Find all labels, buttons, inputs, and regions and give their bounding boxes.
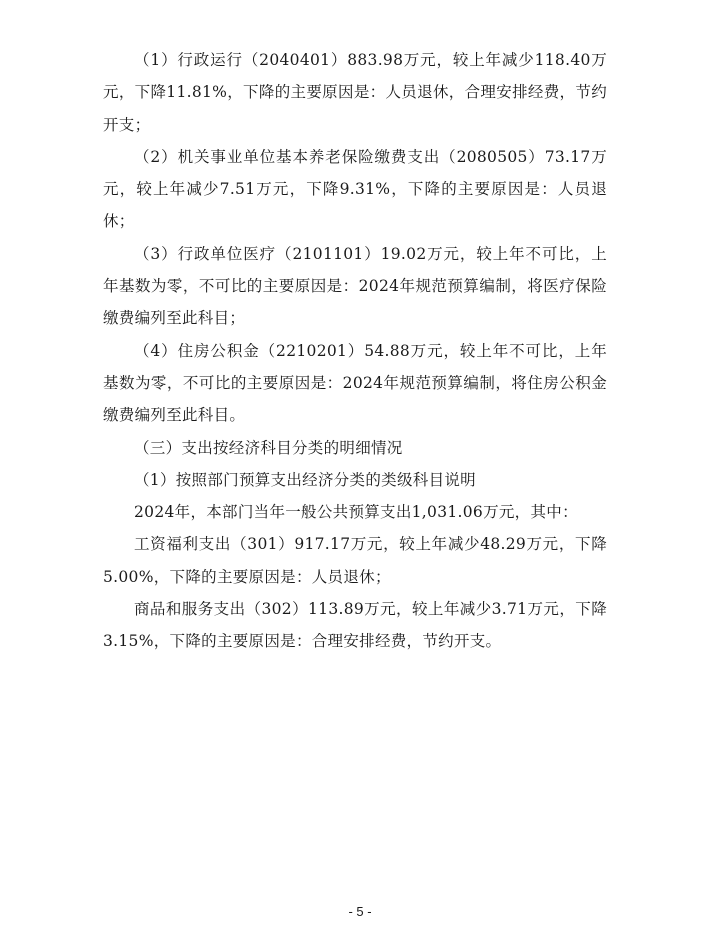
paragraph-total-expenditure: 2024年，本部门当年一般公共预算支出1,031.06万元，其中：	[134, 503, 578, 522]
paragraph-admin-operation: （1）行政运行（2040401）883.98万元，较上年减少118.40万元，下降11.81%，下降的主要原因是：人员退休，合理安排经费，节约开支；	[103, 51, 607, 134]
page-number: - 5 -	[348, 904, 372, 919]
section-heading-economic-classification: （三）支出按经济科目分类的明细情况	[134, 438, 403, 457]
paragraph-pension-insurance: （2）机关事业单位基本养老保险缴费支出（2080505）73.17万元，较上年减少7.51万元，下降9.31%，下降的主要原因是：人员退休；	[103, 147, 607, 231]
paragraph-goods-services: 商品和服务支出（302）113.89万元，较上年减少3.71万元，下降3.15%，下降的主要原因是：合理安排经费，节约开支。	[103, 600, 607, 651]
paragraph-medical: （3）行政单位医疗（2101101）19.02万元，较上年不可比，上年基数为零，不可比的主要原因是：2024年规范预算编制，将医疗保险缴费编列至此科目；	[103, 244, 607, 328]
subsection-heading-category-explanation: （1）按照部门预算支出经济分类的类级科目说明	[134, 470, 476, 489]
paragraph-wages-welfare: 工资福利支出（301）917.17万元，较上年减少48.29万元，下降5.00%，下降的主要原因是：人员退休；	[103, 535, 607, 586]
paragraph-housing-fund: （4）住房公积金（2210201）54.88万元，较上年不可比，上年基数为零，不可比的主要原因是：2024年规范预算编制，将住房公积金缴费编列至此科目。	[103, 341, 607, 425]
document-body	[103, 44, 607, 658]
